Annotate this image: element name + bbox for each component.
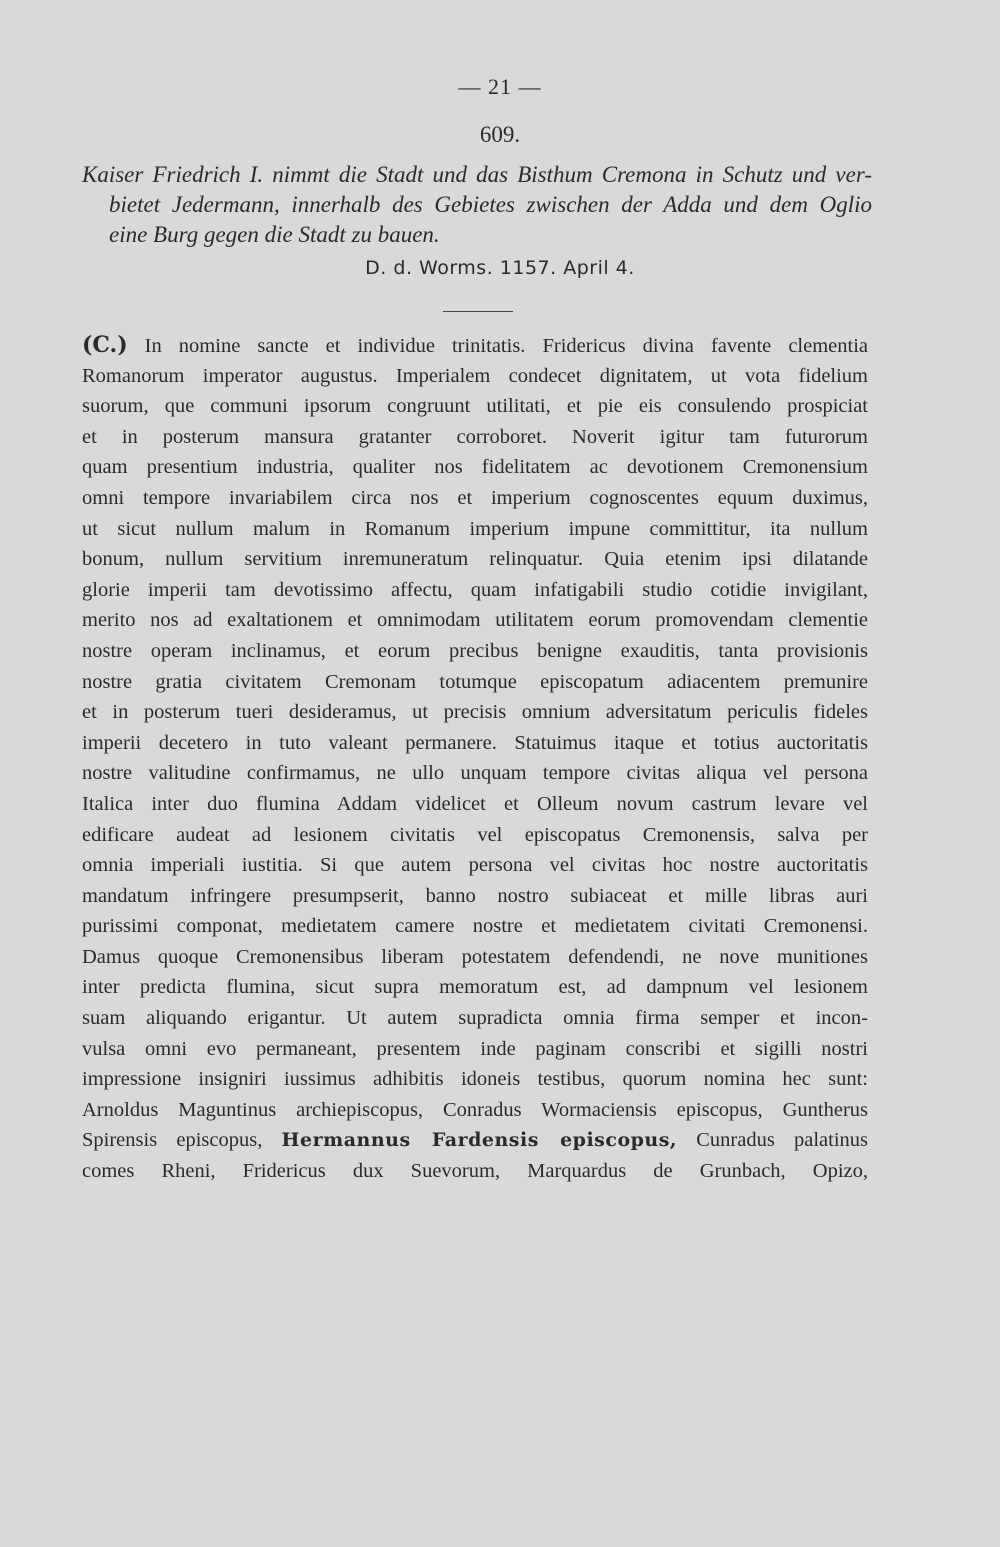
text-line: nostre valitudine confirmamus, ne ullo unquam tempore civitas aliqua vel persona bbox=[82, 762, 868, 785]
text-line: imperii decetero in tuto valeant permanere. Statuimus itaque et totius auctoritatis bbox=[82, 731, 868, 754]
regest-line: eine Burg gegen die Stadt zu bauen. bbox=[109, 222, 440, 247]
text-line: et in posterum tueri desideramus, ut precisis omnium adversitatum periculis fideles bbox=[82, 701, 868, 724]
source-mark: (C.) bbox=[82, 332, 128, 358]
regest-line: Kaiser Friedrich I. nimmt die Stadt und das Bisthum Cremona in Schutz und ver- bbox=[82, 162, 872, 187]
text-line: glorie imperii tam devotissimo affectu, quam infatigabili studio cotidie invigilant, bbox=[82, 578, 868, 601]
text-line: quam presentium industria, qualiter nos fidelitatem ac devotionem Cremonensium bbox=[82, 456, 868, 479]
document-number: 609. bbox=[479, 122, 521, 147]
text-line: nostre operam inclinamus, et eorum precibus benigne exauditis, tanta provisionis bbox=[82, 639, 868, 662]
regest-summary bbox=[82, 160, 872, 250]
text-segment: Spirensis episcopus, bbox=[82, 1129, 263, 1152]
witness-name-bold: Hermannus Fardensis episcopus, bbox=[281, 1129, 678, 1152]
page-number: — 21 — bbox=[458, 74, 542, 99]
text-line-rest: In nomine sancte et individue trinitatis. Fridericus divina favente clementia bbox=[144, 335, 868, 357]
text-line bbox=[82, 1125, 868, 1156]
separator-rule bbox=[443, 311, 513, 312]
text-line: suam aliquando erigantur. Ut autem supradicta omnia firma semper et incon- bbox=[82, 1007, 868, 1030]
charter-text bbox=[82, 330, 868, 1187]
text-line: Damus quoque Cremonensibus liberam potestatem defendendi, ne nove munitiones bbox=[82, 945, 868, 968]
text-line: impressione insigniri iussimus adhibitis idoneis testibus, quorum nomina hec sunt: bbox=[82, 1068, 868, 1091]
regest-line: bietet Jedermann, innerhalb des Gebietes zwischen der Adda und dem Oglio bbox=[109, 192, 872, 217]
text-line: ut sicut nullum malum in Romanum imperium impune committitur, ita nullum bbox=[82, 517, 868, 540]
text-line: inter predicta flumina, sicut supra memoratum est, ad dampnum vel lesionem bbox=[82, 976, 868, 999]
text-line: Arnoldus Maguntinus archiepiscopus, Conradus Wormaciensis episcopus, Guntherus bbox=[82, 1098, 868, 1121]
text-line: mandatum infringere presumpserit, banno nostro subiaceat et mille libras auri bbox=[82, 884, 868, 907]
text-segment: Cunradus palatinus bbox=[696, 1129, 868, 1152]
text-line bbox=[82, 330, 868, 361]
dating-line: D. d. Worms. 1157. April 4. bbox=[365, 257, 635, 279]
text-line: Italica inter duo flumina Addam videlicet et Olleum novum castrum levare vel bbox=[82, 792, 868, 815]
text-line: suorum, que communi ipsorum congruunt utilitati, et pie eis consulendo prospiciat bbox=[82, 395, 868, 418]
text-line: Romanorum imperator augustus. Imperialem condecet dignitatem, ut vota fidelium bbox=[82, 364, 868, 387]
text-line: bonum, nullum servitium inremuneratum relinquatur. Quia etenim ipsi dilatande bbox=[82, 548, 868, 571]
text-line: et in posterum mansura gratanter corroboret. Noverit igitur tam futurorum bbox=[82, 425, 868, 448]
text-line: omni tempore invariabilem circa nos et imperium cognoscentes equum duximus, bbox=[82, 486, 868, 509]
text-line: merito nos ad exaltationem et omnimodam utilitatem eorum promovendam clementie bbox=[82, 609, 868, 632]
text-line: comes Rheni, Fridericus dux Suevorum, Marquardus de Grunbach, Opizo, bbox=[82, 1160, 868, 1183]
text-line: omnia imperiali iustitia. Si que autem persona vel civitas hoc nostre auctoritatis bbox=[82, 854, 868, 877]
text-line: nostre gratia civitatem Cremonam totumque episcopatum adiacentem premunire bbox=[82, 670, 868, 693]
text-line: edificare audeat ad lesionem civitatis vel episcopatus Cremonensis, salva per bbox=[82, 823, 868, 846]
text-line: vulsa omni evo permaneant, presentem inde paginam conscribi et sigilli nostri bbox=[82, 1037, 868, 1060]
text-line: purissimi componat, medietatem camere nostre et medietatem civitati Cremonensi. bbox=[82, 915, 868, 938]
